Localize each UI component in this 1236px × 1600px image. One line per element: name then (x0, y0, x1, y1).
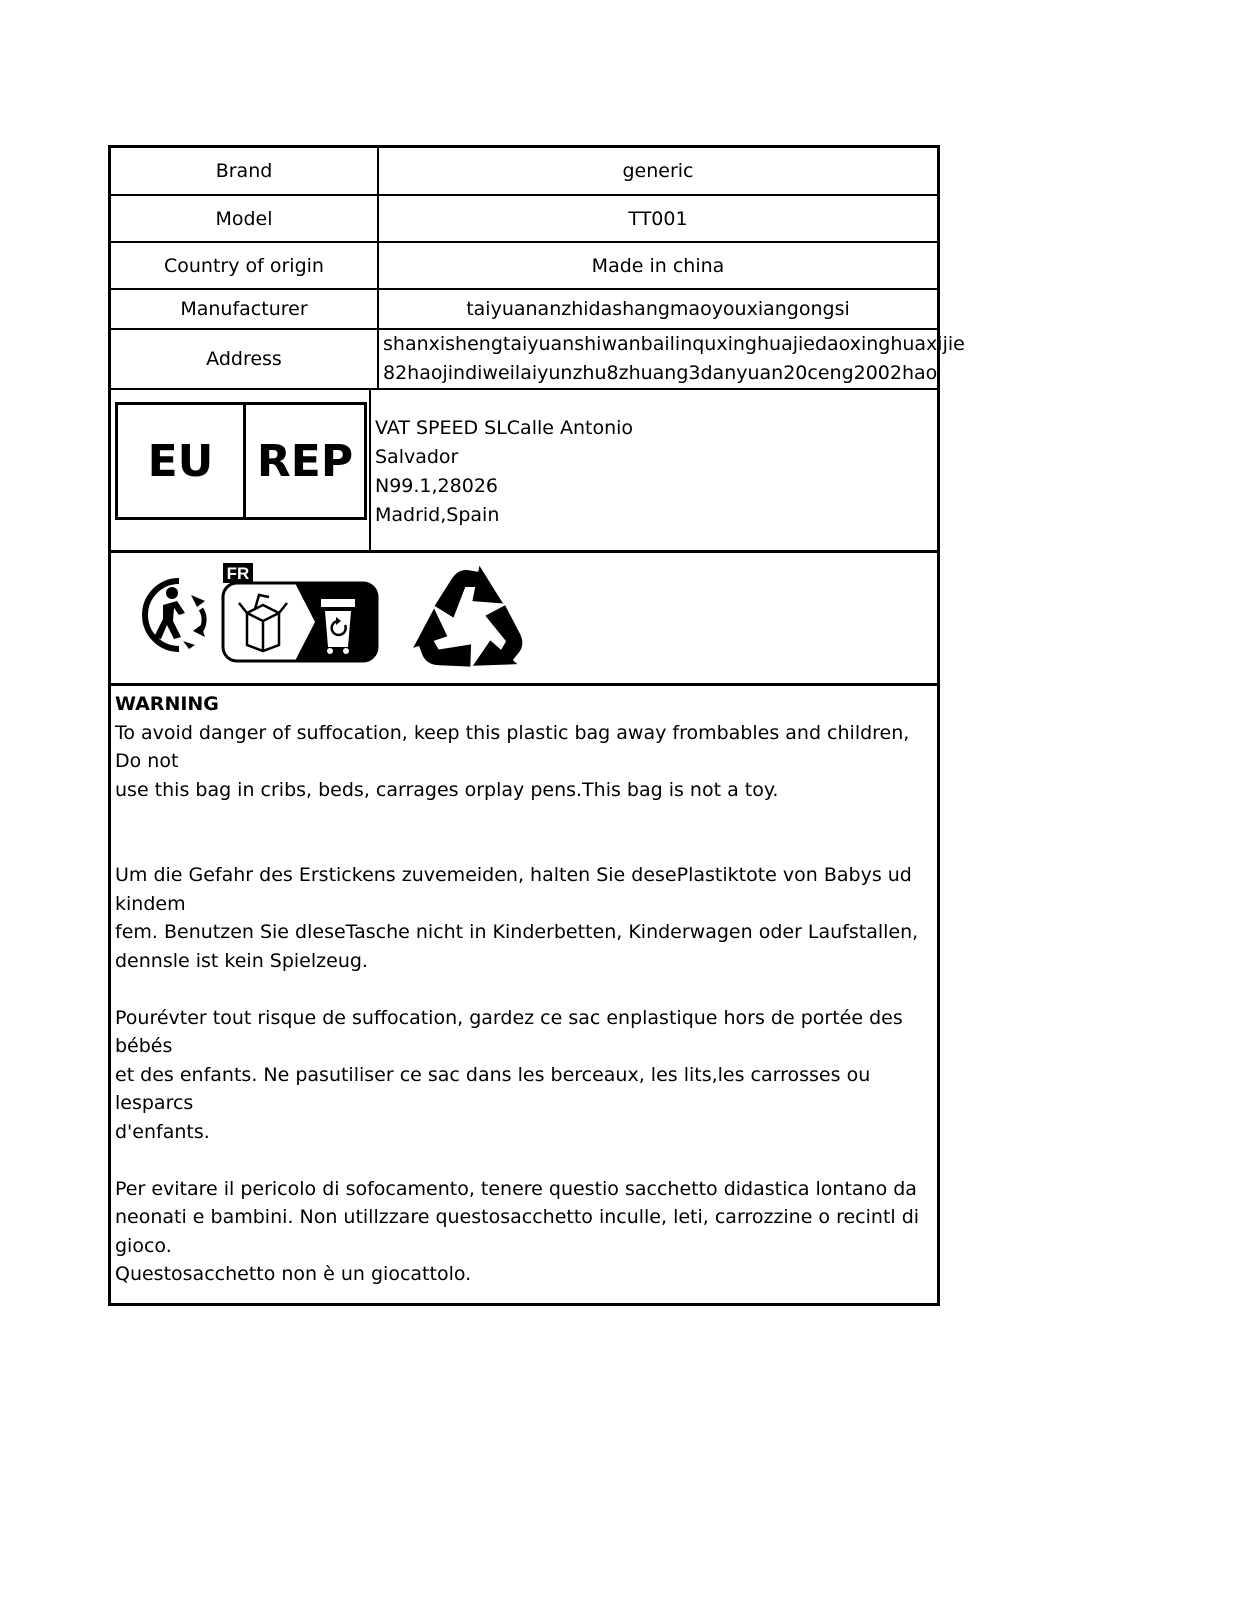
eu-rep-badge-cell (111, 390, 371, 550)
recycling-symbols-row (111, 553, 937, 686)
address-value (378, 329, 965, 389)
text-line: fem. Benutzen Sie dleseTasche nicht in Kinderbetten, Kinderwagen oder Laufstallen, (115, 921, 919, 943)
text-line: d'enfants. (115, 1120, 210, 1143)
warning-paragraph-en (115, 719, 933, 833)
text-line: use this bag in cribs, beds, carrages orplay pens.This bag is not a toy. (115, 778, 779, 801)
address-line-1: shanxishengtaiyuanshiwanbailinquxinghuajiedaoxinghuaxijie (383, 333, 965, 355)
table-row (111, 195, 937, 242)
brand-label: Brand (111, 148, 378, 195)
text-line: et des enfants. Ne pasutiliser ce sac dans les berceaux, les lits,les carrosses ou lesparcs (115, 1063, 871, 1114)
text-line: dennsle ist kein Spielzeug. (115, 949, 368, 972)
fr-label: FR (226, 564, 250, 583)
eu-rep-address-line: Madrid,Spain (375, 504, 500, 526)
text-line: Pourévter tout risque de suffocation, gardez ce sac enplastique hors de portée des bébés (115, 1006, 903, 1057)
eu-rep-address-line: Salvador (375, 446, 459, 468)
model-value: TT001 (378, 195, 937, 242)
table-row (111, 148, 937, 195)
manufacturer-label: Manufacturer (111, 289, 378, 329)
table-row (111, 242, 937, 289)
manufacturer-value: taiyuananzhidashangmaoyouxiangongsi (378, 289, 937, 329)
eu-rep-address-line: N99.1,28026 (375, 475, 498, 497)
eu-rep-address-line: VAT SPEED SLCalle Antonio (375, 417, 634, 439)
text-line: Questosacchetto non è un giocattolo. (115, 1263, 472, 1285)
fr-info-tri-box-to-bin-icon (221, 561, 381, 665)
warning-section (111, 686, 937, 1303)
eu-rep-row (111, 390, 937, 553)
address-label: Address (111, 329, 378, 389)
eu-badge-text: EU (118, 405, 246, 517)
rep-badge-text: REP (256, 435, 354, 487)
table-row (111, 329, 937, 389)
warning-paragraph-fr (115, 1004, 933, 1147)
table-row (111, 289, 937, 329)
country-value: Made in china (378, 242, 937, 289)
warning-title: WARNING (115, 693, 219, 715)
eu-rep-address (371, 390, 633, 550)
model-label: Model (111, 195, 378, 242)
eu-rep-badge (115, 402, 367, 520)
country-label: Country of origin (111, 242, 378, 289)
text-line: To avoid danger of suffocation, keep this plastic bag away frombables and children, Do not (115, 721, 910, 772)
warning-paragraph-de (115, 861, 933, 975)
product-info-table (111, 148, 965, 390)
warning-paragraph-it (115, 1175, 933, 1289)
text-line: Per evitare il pericolo di sofocamento, tenere questio sacchetto didastica lontano da (115, 1177, 917, 1200)
brand-value: generic (378, 148, 937, 195)
text-line: neonati e bambini. Non utillzzare questosacchetto inculle, leti, carrozzine o recintl di gioco. (115, 1206, 920, 1257)
recycling-arrows-icon (411, 561, 529, 679)
triman-recycling-person-icon (139, 575, 219, 655)
text-line: Um die Gefahr des Erstickens zuvemeiden, halten Sie desePlastiktote von Babys ud kindem (115, 864, 912, 915)
address-line-2: 82haojindiweilaiyunzhu8zhuang3danyuan20ceng2002hao (383, 362, 938, 384)
product-label-sheet (108, 145, 965, 1306)
